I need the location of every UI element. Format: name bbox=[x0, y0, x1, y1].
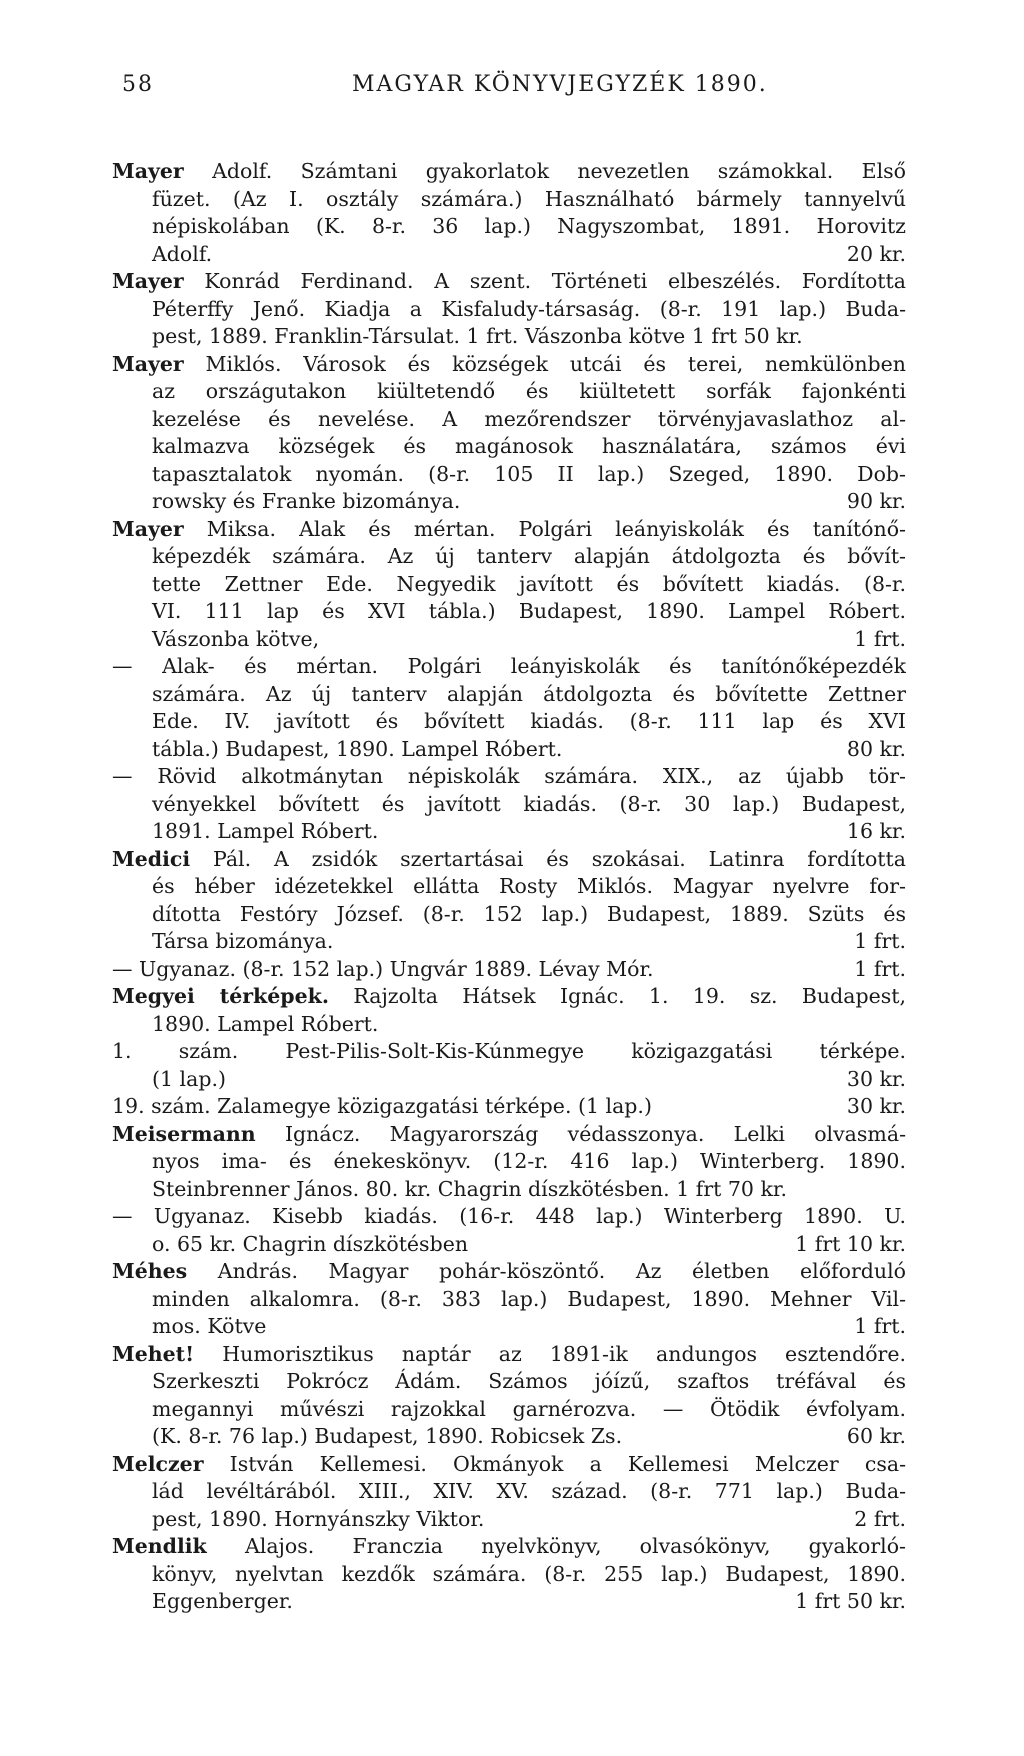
bibliography-entry bbox=[112, 268, 906, 351]
entry-line bbox=[112, 1588, 906, 1616]
entry-text bbox=[152, 297, 906, 321]
entry-text bbox=[112, 1534, 906, 1558]
entry-line bbox=[112, 598, 906, 626]
line-text: — Alak- és mértan. Polgári leányiskolák és tanítónőképezdék bbox=[112, 654, 906, 678]
entry-line bbox=[112, 681, 906, 709]
entry-text bbox=[152, 874, 906, 898]
line-text: István Kellemesi. Okmányok a Kellemesi Melczer csa- bbox=[203, 1451, 906, 1476]
entry-line bbox=[112, 873, 906, 901]
price: 1 frt. bbox=[854, 1314, 906, 1338]
author-name: Mayer bbox=[112, 516, 184, 541]
line-text: Alajos. Franczia nyelvkönyv, olvasókönyv, gyakorló- bbox=[206, 1534, 906, 1558]
entry-line bbox=[112, 1423, 906, 1451]
price: 2 frt. bbox=[854, 1506, 906, 1531]
line-text: minden alkalomra. (8-r. 383 lap.) Budapest, 1890. Mehner Vil- bbox=[152, 1286, 906, 1311]
entry-text bbox=[112, 1039, 906, 1063]
entry-line bbox=[112, 983, 906, 1011]
line-text: Adolf. Számtani gyakorlatok nevezetlen számokkal. Első bbox=[183, 159, 906, 183]
bibliography-entry bbox=[112, 516, 906, 654]
entry-line bbox=[112, 791, 906, 819]
author-name: Méhes bbox=[112, 1259, 188, 1283]
line-text: megannyi művészi rajzokkal garnérozva. — Ötödik évfolyam. bbox=[152, 1396, 906, 1421]
entry-text bbox=[152, 599, 906, 623]
price: 1 frt 50 kr. bbox=[795, 1589, 906, 1613]
price: 16 kr. bbox=[846, 819, 906, 843]
entry-text bbox=[152, 324, 803, 348]
entry-text bbox=[152, 462, 906, 486]
entry-line bbox=[112, 1176, 906, 1204]
entry-line bbox=[112, 433, 906, 461]
line-text: és héber idézetekkel ellátta Rosty Miklós. Magyar nyelvre for- bbox=[152, 874, 906, 898]
line-text: füzet. (Az I. osztály számára.) Használható bármely tannyelvű bbox=[152, 186, 906, 211]
line-text: Konrád Ferdinand. A szent. Történeti elbeszélés. Fordította bbox=[183, 269, 906, 293]
entry-line bbox=[112, 1451, 906, 1479]
bibliography-entry bbox=[112, 1203, 906, 1258]
author-name: Mehet! bbox=[112, 1341, 195, 1366]
entry-text bbox=[152, 1423, 622, 1451]
line-text: Társa bizománya. bbox=[152, 929, 334, 953]
entry-text bbox=[152, 187, 906, 211]
line-text: Péterffy Jenő. Kiadja a Kisfaludy-társaság. (8-r. 191 lap.) Buda- bbox=[152, 296, 906, 321]
entry-text bbox=[152, 1287, 906, 1311]
line-text: népiskolában (K. 8-r. 36 lap.) Nagyszombat, 1891. Horovitz bbox=[152, 214, 906, 238]
entry-line bbox=[112, 323, 906, 351]
entry-text bbox=[112, 159, 906, 183]
line-text: Humorisztikus naptár az 1891-ik andungos esztendőre. bbox=[194, 1341, 906, 1366]
price: 1 frt 10 kr. bbox=[795, 1231, 906, 1256]
author-name: Medici bbox=[112, 846, 191, 871]
bibliography-entry bbox=[112, 653, 906, 763]
line-text: Adolf. bbox=[152, 241, 213, 266]
entry-text bbox=[152, 736, 562, 764]
entry-line bbox=[112, 571, 906, 599]
line-text: nyos ima- és énekeskönyv. (12-r. 416 lap.) Winterberg. 1890. bbox=[152, 1149, 906, 1173]
entry-line bbox=[112, 1286, 906, 1314]
entry-line bbox=[112, 1148, 906, 1176]
line-text: tette Zettner Ede. Negyedik javított és bővített kiadás. (8-r. bbox=[152, 571, 906, 596]
bibliography-entry bbox=[112, 351, 906, 516]
entry-text bbox=[112, 847, 906, 871]
entry-text bbox=[152, 1149, 906, 1173]
line-text: Ignácz. Magyarország védasszonya. Lelki olvasmá- bbox=[255, 1121, 906, 1146]
entry-text bbox=[152, 407, 906, 431]
entry-text bbox=[152, 709, 906, 733]
entry-line bbox=[112, 1368, 906, 1396]
entry-line bbox=[112, 378, 906, 406]
entry-text bbox=[152, 488, 460, 516]
author-name: Megyei térképek. bbox=[112, 984, 330, 1008]
entry-text bbox=[152, 626, 319, 654]
entry-line bbox=[112, 186, 906, 214]
price: 90 kr. bbox=[846, 489, 906, 513]
bibliography-entry bbox=[112, 956, 906, 984]
entry-line bbox=[112, 736, 906, 764]
bibliography-entry bbox=[112, 1258, 906, 1341]
entry-line bbox=[112, 296, 906, 324]
price: 80 kr. bbox=[846, 736, 906, 761]
entry-line bbox=[112, 1231, 906, 1259]
bibliography-entry bbox=[112, 158, 906, 268]
price: 60 kr. bbox=[846, 1424, 906, 1448]
bibliography-entry bbox=[112, 1451, 906, 1534]
bibliography-entry bbox=[112, 1533, 906, 1616]
entry-line bbox=[112, 543, 906, 571]
entry-line bbox=[112, 626, 906, 654]
line-text: VI. 111 lap és XVI tábla.) Budapest, 1890. Lampel Róbert. bbox=[152, 599, 906, 623]
entry-text bbox=[152, 1562, 906, 1586]
line-text: 1. szám. Pest-Pilis-Solt-Kis-Kúnmegye közigazgatási térképe. bbox=[112, 1039, 906, 1063]
bibliography-entry bbox=[112, 763, 906, 846]
entry-line bbox=[112, 1506, 906, 1534]
bibliography-entry bbox=[112, 846, 906, 956]
entry-text bbox=[112, 352, 906, 376]
entry-text bbox=[152, 1397, 906, 1421]
entry-text bbox=[152, 544, 906, 568]
line-text: mos. Kötve bbox=[152, 1314, 267, 1338]
entry-text bbox=[152, 1506, 484, 1534]
line-text: lád levéltárából. XIII., XIV. XV. század. (8-r. 771 lap.) Buda- bbox=[152, 1479, 906, 1503]
entry-line bbox=[112, 351, 906, 379]
entry-text bbox=[152, 1012, 378, 1036]
entry-line bbox=[112, 1561, 906, 1589]
entry-line bbox=[112, 901, 906, 929]
line-text: (1 lap.) bbox=[152, 1066, 226, 1091]
bibliography-entry bbox=[112, 1121, 906, 1204]
entry-text bbox=[152, 928, 333, 956]
line-text: Miklós. Városok és községek utcái és terei, nemkülönben bbox=[183, 351, 906, 376]
entry-line bbox=[112, 763, 906, 791]
price: 30 kr. bbox=[846, 1094, 906, 1118]
entry-line bbox=[112, 1066, 906, 1094]
entry-text bbox=[152, 241, 212, 269]
entry-text bbox=[152, 792, 906, 816]
line-text: Eggenberger. bbox=[152, 1589, 293, 1613]
line-text: rowsky és Franke bizománya. bbox=[152, 489, 461, 513]
line-text: 1891. Lampel Róbert. bbox=[152, 819, 379, 843]
line-text: — Ugyanaz. Kisebb kiadás. (16-r. 448 lap.) Winterberg 1890. U. bbox=[112, 1204, 906, 1228]
entry-text bbox=[152, 1313, 266, 1341]
entry-text bbox=[152, 1066, 226, 1094]
entry-line bbox=[112, 708, 906, 736]
line-text: — Ugyanaz. (8-r. 152 lap.) Ungvár 1889. Lévay Mór. bbox=[112, 956, 654, 981]
entry-text bbox=[152, 572, 906, 596]
line-text: könyv, nyelvtan kezdők számára. (8-r. 255 lap.) Budapest, 1890. bbox=[152, 1561, 906, 1586]
entry-line bbox=[112, 1258, 906, 1286]
entry-line bbox=[112, 1038, 906, 1066]
entry-line bbox=[112, 1121, 906, 1149]
line-text: kalmazva községek és magánosok használatára, számos évi bbox=[152, 434, 906, 458]
line-text: Pál. A zsidók szertartásai és szokásai. Latinra fordította bbox=[190, 846, 906, 871]
entry-line bbox=[112, 956, 906, 984]
line-text: pest, 1889. Franklin-Társulat. 1 frt. Vászonba kötve 1 frt 50 kr. bbox=[152, 324, 803, 348]
line-text: 1890. Lampel Róbert. bbox=[152, 1011, 379, 1036]
line-text: Vászonba kötve, bbox=[152, 626, 320, 651]
line-text: vényekkel bővített és javított kiadás. (8-r. 30 lap.) Budapest, bbox=[152, 791, 906, 816]
line-text: Ede. IV. javított és bővített kiadás. (8-r. 111 lap és XVI bbox=[152, 709, 906, 733]
entry-text bbox=[112, 1093, 652, 1121]
entry-text bbox=[112, 764, 906, 788]
entry-text bbox=[112, 517, 906, 541]
price: 20 kr. bbox=[846, 241, 906, 266]
bibliography-entry bbox=[112, 983, 906, 1038]
price: 1 frt. bbox=[854, 956, 906, 981]
entry-text bbox=[152, 1369, 906, 1393]
entry-text bbox=[112, 1452, 906, 1476]
entry-line bbox=[112, 653, 906, 681]
running-head: MAGYAR KÖNYVJEGYZÉK 1890. bbox=[352, 72, 768, 97]
entry-line bbox=[112, 1011, 906, 1039]
entry-text bbox=[152, 682, 906, 706]
line-text: számára. Az új tanterv alapján átdolgozta és bővítette Zettner bbox=[152, 681, 906, 706]
entry-text bbox=[152, 379, 906, 403]
line-text: tábla.) Budapest, 1890. Lampel Róbert. bbox=[152, 736, 563, 761]
entry-text bbox=[152, 902, 906, 926]
entry-line bbox=[112, 516, 906, 544]
entry-text bbox=[152, 434, 906, 458]
entry-text bbox=[112, 1259, 906, 1283]
line-text: tapasztalatok nyomán. (8-r. 105 II lap.) Szeged, 1890. Dob- bbox=[152, 461, 906, 486]
line-text: kezelése és nevelése. A mezőrendszer törvényjavaslathoz al- bbox=[152, 406, 906, 431]
entry-line bbox=[112, 241, 906, 269]
bibliography-entry bbox=[112, 1341, 906, 1451]
entry-text bbox=[152, 214, 906, 238]
bibliography-entry bbox=[112, 1038, 906, 1093]
entry-text bbox=[152, 818, 378, 846]
entry-line bbox=[112, 406, 906, 434]
author-name: Mendlik bbox=[112, 1534, 207, 1558]
entry-text bbox=[112, 956, 654, 984]
entry-line bbox=[112, 1093, 906, 1121]
author-name: Melczer bbox=[112, 1451, 204, 1476]
line-text: András. Magyar pohár-köszöntő. Az életben előforduló bbox=[187, 1259, 906, 1283]
entry-text bbox=[152, 1588, 293, 1616]
entry-text bbox=[112, 654, 906, 678]
entry-line bbox=[112, 213, 906, 241]
entry-line bbox=[112, 1478, 906, 1506]
line-text: Szerkeszti Pokrócz Ádám. Számos jóízű, szaftos tréfával és bbox=[152, 1369, 906, 1393]
line-text: képezdék számára. Az új tanterv alapján átdolgozta és bővít- bbox=[152, 544, 906, 568]
entry-text bbox=[112, 1122, 906, 1146]
entry-text bbox=[152, 1479, 906, 1503]
price: 1 frt. bbox=[854, 929, 906, 953]
entry-text bbox=[112, 1342, 906, 1366]
entry-line bbox=[112, 1203, 906, 1231]
line-text: o. 65 kr. Chagrin díszkötésben bbox=[152, 1231, 469, 1256]
entry-line bbox=[112, 818, 906, 846]
author-name: Mayer bbox=[112, 159, 184, 183]
entry-text bbox=[152, 1231, 468, 1259]
page-number: 58 bbox=[122, 72, 154, 97]
line-text: 19. szám. Zalamegye közigazgatási térképe. (1 lap.) bbox=[112, 1094, 652, 1118]
entry-line bbox=[112, 846, 906, 874]
entry-text bbox=[152, 1177, 787, 1201]
line-text: — Rövid alkotmánytan népiskolák számára. XIX., az újabb tör- bbox=[112, 764, 906, 788]
entry-line bbox=[112, 461, 906, 489]
author-name: Mayer bbox=[112, 269, 184, 293]
line-text: dította Festóry József. (8-r. 152 lap.) Budapest, 1889. Szüts és bbox=[152, 901, 906, 926]
author-name: Meisermann bbox=[112, 1121, 256, 1146]
entry-text bbox=[112, 1204, 906, 1228]
price: 1 frt. bbox=[854, 626, 906, 651]
entry-text bbox=[112, 984, 906, 1008]
bibliography-entry bbox=[112, 1093, 906, 1121]
line-text: Miksa. Alak és mértan. Polgári leányiskolák és tanítónő- bbox=[183, 516, 906, 541]
entry-line bbox=[112, 1313, 906, 1341]
entry-line bbox=[112, 488, 906, 516]
line-text: pest, 1890. Hornyánszky Viktor. bbox=[152, 1506, 485, 1531]
entry-line bbox=[112, 1341, 906, 1369]
price: 30 kr. bbox=[846, 1066, 906, 1091]
entry-line bbox=[112, 268, 906, 296]
author-name: Mayer bbox=[112, 351, 184, 376]
entry-line bbox=[112, 1533, 906, 1561]
entry-line bbox=[112, 158, 906, 186]
line-text: (K. 8-r. 76 lap.) Budapest, 1890. Robicsek Zs. bbox=[152, 1424, 623, 1448]
entry-text bbox=[112, 269, 906, 293]
entry-line bbox=[112, 928, 906, 956]
line-text: az országutakon kiültetendő és kiültetett sorfák fajonkénti bbox=[152, 379, 906, 403]
bibliography-listing bbox=[112, 158, 906, 1616]
line-text: Steinbrenner János. 80. kr. Chagrin díszkötésben. 1 frt 70 kr. bbox=[152, 1176, 787, 1201]
line-text: Rajzolta Hátsek Ignác. 1. 19. sz. Budapest, bbox=[329, 984, 906, 1008]
entry-line bbox=[112, 1396, 906, 1424]
